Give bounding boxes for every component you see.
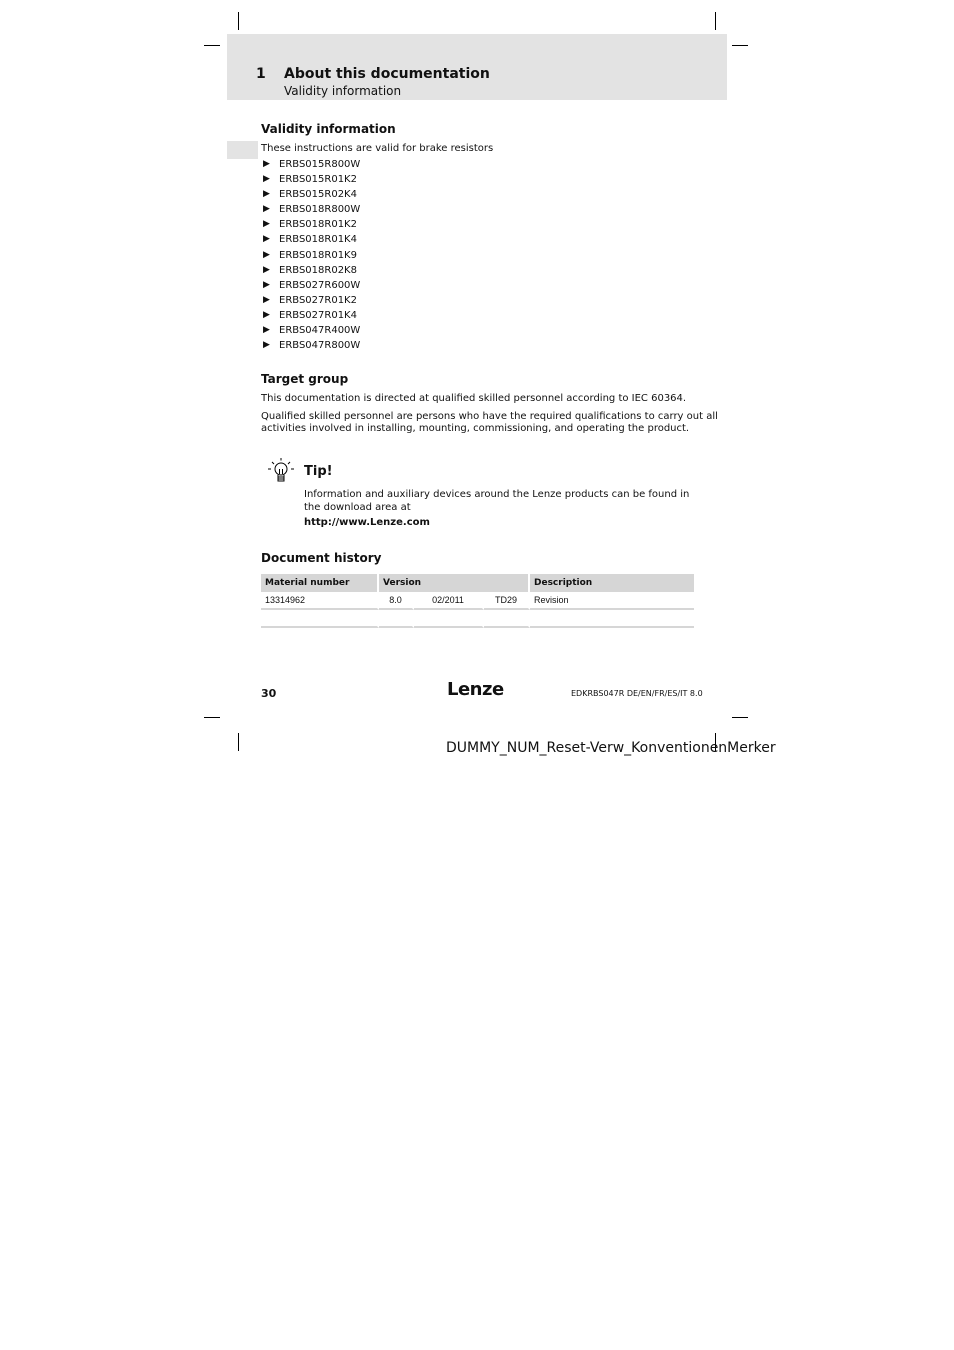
list-item: ▶ ERBS018R01K9	[263, 249, 357, 261]
list-item: ▶ ERBS018R800W	[263, 204, 361, 216]
target-group-para2-line2: activities involved in installing, mounting, commissioning, and operating the product.	[261, 423, 690, 434]
bullet-arrow-icon: ▶	[263, 309, 270, 320]
list-item: ▶ ERBS018R01K4	[263, 234, 357, 246]
table-cell	[261, 610, 379, 628]
table-cell	[379, 610, 414, 628]
list-item: ▶ ERBS015R01K2	[263, 174, 357, 186]
table-header-row	[261, 574, 694, 592]
list-item: ▶ ERBS027R01K2	[263, 294, 357, 306]
tip-text: Information and auxiliary devices around the Lenze products can be found in the download area at	[304, 489, 690, 513]
tip-title: Tip!	[304, 464, 333, 479]
table-row	[261, 610, 694, 628]
list-item: ▶ ERBS015R02K4	[263, 189, 357, 201]
dummy-marker-text: DUMMY_NUM_Reset-Verw_KonventionenMerker	[446, 740, 776, 756]
document-history-table	[261, 574, 694, 628]
validity-heading: Validity information	[261, 122, 396, 136]
table-cell: Revision	[530, 592, 694, 610]
crop-mark	[204, 45, 220, 46]
table-cell	[484, 610, 530, 628]
bullet-arrow-icon: ▶	[263, 340, 270, 351]
crop-mark	[238, 733, 239, 751]
table-cell	[530, 610, 694, 628]
bullet-arrow-icon: ▶	[263, 174, 270, 185]
list-item: ▶ ERBS015R800W	[263, 159, 361, 170]
table-cell: TD29	[484, 592, 530, 610]
chapter-number: 1	[256, 66, 266, 82]
bullet-arrow-icon: ▶	[263, 204, 270, 215]
list-item: ▶ ERBS027R01K4	[263, 309, 357, 321]
target-group-para1: This documentation is directed at qualified skilled personnel according to IEC 60364.	[261, 393, 687, 404]
bullet-arrow-icon: ▶	[263, 279, 270, 290]
side-tab-marker	[227, 141, 258, 159]
list-item: ▶ ERBS018R01K2	[263, 219, 357, 231]
chapter-title: About this documentation	[284, 66, 490, 82]
crop-mark	[732, 717, 748, 718]
bullet-arrow-icon: ▶	[263, 325, 270, 336]
column-header: Version	[379, 574, 530, 592]
table-cell: 8.0	[379, 592, 414, 610]
bullet-arrow-icon: ▶	[263, 189, 270, 200]
crop-mark	[715, 12, 716, 30]
list-item: ▶ ERBS047R400W	[263, 325, 361, 337]
target-group-para2-line1: Qualified skilled personnel are persons who have the required qualifications to carry out all	[261, 411, 718, 422]
list-item: ▶ ERBS047R800W	[263, 340, 361, 352]
table-cell	[414, 610, 484, 628]
lenze-logo: Lenze	[447, 679, 504, 700]
lightbulb-icon	[266, 456, 294, 486]
bullet-arrow-icon: ▶	[263, 219, 270, 230]
page-number: 30	[261, 687, 277, 700]
crop-mark	[238, 12, 239, 30]
column-header: Material number	[261, 574, 379, 592]
column-header: Description	[530, 574, 694, 592]
bullet-arrow-icon: ▶	[263, 294, 270, 305]
document-reference: EDKRBS047R DE/EN/FR/ES/IT 8.0	[571, 689, 703, 698]
crop-mark	[732, 45, 748, 46]
bullet-arrow-icon: ▶	[263, 234, 270, 245]
table-cell: 02/2011	[414, 592, 484, 610]
lenze-website-link[interactable]: http://www.Lenze.com	[304, 517, 430, 528]
validity-intro: These instructions are valid for brake resistors	[261, 143, 494, 154]
crop-mark	[204, 717, 220, 718]
bullet-arrow-icon: ▶	[263, 249, 270, 260]
resistor-list	[261, 157, 360, 353]
list-item: ▶ ERBS027R600W	[263, 279, 361, 291]
section-subtitle: Validity information	[284, 84, 402, 98]
bullet-arrow-icon: ▶	[263, 264, 270, 275]
list-item: ▶ ERBS018R02K8	[263, 264, 357, 276]
table-cell: 13314962	[261, 592, 379, 610]
target-group-heading: Target group	[261, 372, 349, 386]
bullet-arrow-icon: ▶	[263, 159, 270, 169]
document-history-heading: Document history	[261, 551, 382, 565]
table-row	[261, 592, 694, 610]
